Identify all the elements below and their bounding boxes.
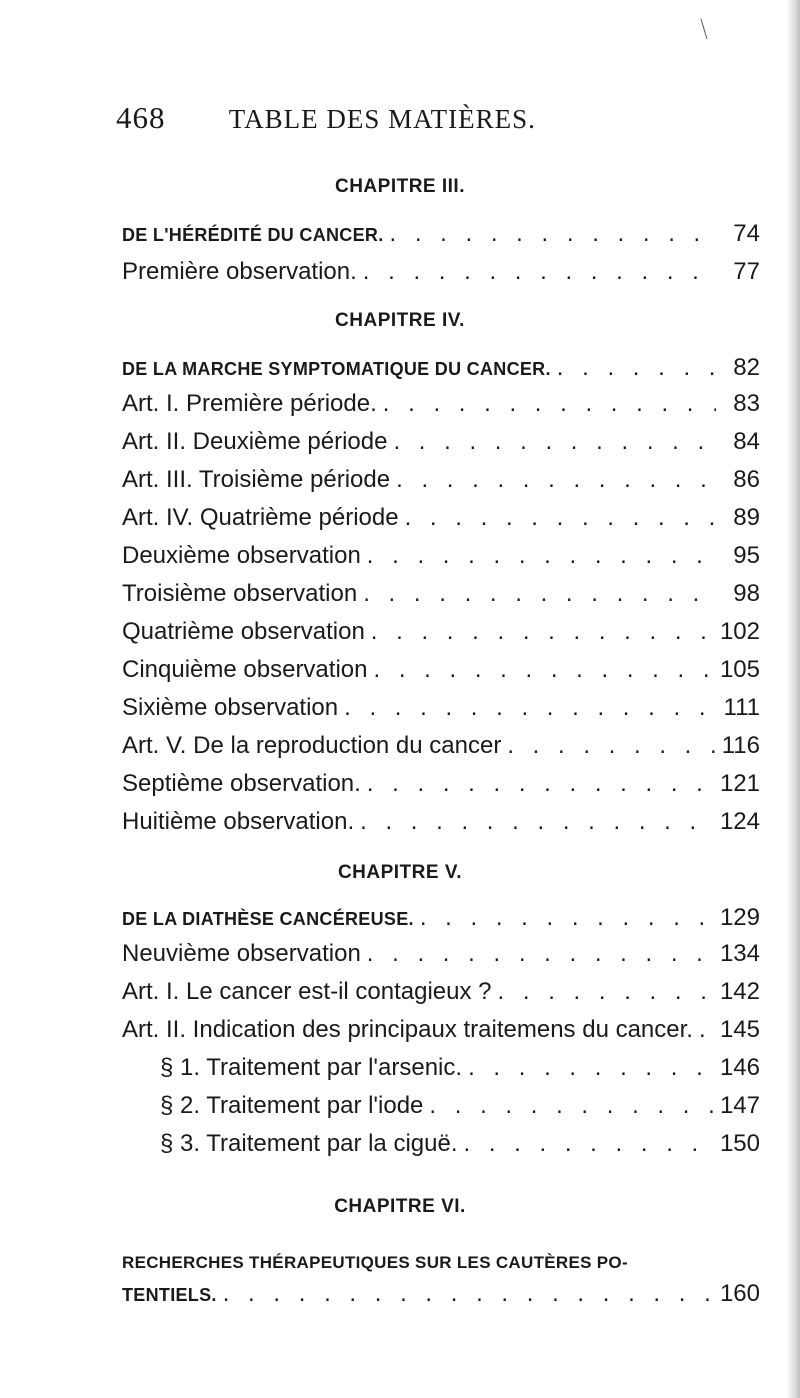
toc-entry-label: Troisième observation [122,580,358,607]
dot-leader [458,1130,716,1158]
dot-leader [361,542,716,570]
toc-entry [122,770,760,806]
chapter-heading: CHAPITRE IV. [335,310,465,331]
dot-leader [384,220,717,248]
toc-entry [122,904,760,940]
toc-entry-page: 111 [723,694,760,721]
dot-leader [357,258,716,286]
page-edge-shadow [786,0,800,1398]
toc-entry [122,1280,760,1316]
toc-entry [122,978,760,1014]
toc-entry [122,258,760,294]
toc-entry [122,732,760,768]
toc-entry-page: 83 [733,390,760,417]
dot-leader [361,940,716,968]
chapter-heading: CHAPITRE III. [334,176,465,197]
toc-entry-page: 160 [719,1280,760,1307]
toc-entry [122,656,760,692]
toc-entry [122,504,760,540]
toc-entry-page: 129 [719,904,760,931]
toc-entry-label: Art. IV. Quatrième période [122,504,399,531]
toc-entry-page: 84 [733,428,760,455]
toc-entry-label-line1: RECHERCHES THÉRAPEUTIQUES SUR LES CAUTÈRES PO- [122,1253,628,1272]
toc-entry [122,940,760,976]
toc-entry-page: 150 [719,1130,760,1157]
chapter-heading: CHAPITRE V. [337,862,463,883]
chapter-heading: CHAPITRE VI. [334,1196,466,1217]
toc-entry-label: DE LA DIATHÈSE CANCÉREUSE. [122,909,414,929]
toc-entry-page: 142 [719,978,760,1005]
toc-entry [122,580,760,616]
toc-entry-page: 98 [733,580,760,607]
dot-leader [387,428,716,456]
toc-entry-label: § 3. Traitement par la ciguë. [160,1130,458,1157]
dot-leader [357,580,716,608]
toc-entry-label: Art. III. Troisième période [122,466,391,493]
toc-entry-label: Art. I. Première période. [122,390,377,417]
dot-leader [399,504,716,532]
toc-entry-label: Quatrième observation [122,618,365,645]
toc-entry [122,428,760,464]
toc-entry [160,1092,760,1128]
dot-leader [338,694,716,722]
dot-leader [414,904,716,932]
running-title: TABLE DES MATIÈRES. [228,104,536,134]
dot-leader [423,1092,716,1120]
dot-leader [361,770,716,798]
toc-entry [122,390,760,426]
toc-entry-label: Art. II. Indication des principaux traitemens du cancer. [122,1016,693,1043]
toc-entry [122,618,760,654]
dot-leader [365,618,716,646]
toc-entry-label: DE LA MARCHE SYMPTOMATIQUE DU CANCER. [122,359,551,379]
toc-entry-label: DE L'HÉRÉDITÉ DU CANCER. [122,225,384,245]
toc-entry-page: 74 [733,220,760,247]
toc-entry-page: 105 [719,656,760,683]
toc-entry-label: Art. II. Deuxième période [122,428,388,455]
toc-entry-page: 89 [733,504,760,531]
toc-entry-label: Sixième observation [122,694,339,721]
toc-entry [160,1130,760,1166]
toc-entry-label: Neuvième observation [122,940,361,967]
running-header [116,100,536,136]
toc-entry [122,354,760,390]
toc-entry-label: Cinquième observation [122,656,368,683]
toc-entry-page: 86 [733,466,760,493]
dot-leader [217,1280,716,1308]
toc-entry [122,694,760,730]
toc-entry-page: 124 [719,808,760,835]
dot-leader [501,732,716,760]
dot-leader [492,978,716,1006]
toc-entry-label: Septième observation. [122,770,361,797]
toc-entry-page: 146 [719,1054,760,1081]
toc-entry-page: 147 [719,1092,760,1119]
toc-entry [122,1016,760,1052]
dot-leader [377,390,716,418]
dot-leader [462,1054,716,1082]
dot-leader [551,354,716,382]
ink-mark [700,18,708,40]
toc-entry-label: § 1. Traitement par l'arsenic. [160,1054,463,1081]
toc-entry-label: § 2. Traitement par l'iode [160,1092,424,1119]
toc-entry-label: Huitième observation. [122,808,355,835]
toc-entry [122,466,760,502]
toc-entry [160,1054,760,1090]
dot-leader [354,808,716,836]
toc-entry-page: 134 [719,940,760,967]
dot-leader [390,466,716,494]
toc-entry-page: 116 [721,732,760,759]
toc-entry-page: 82 [733,354,760,381]
toc-entry-label: Première observation. [122,258,357,285]
toc-entry-page: 121 [719,770,760,797]
toc-entry [122,220,760,256]
dot-leader [693,1016,716,1044]
toc-entry [122,542,760,578]
toc-entry-label: Art. V. De la reproduction du cancer [122,732,502,759]
toc-entry-page: 95 [733,542,760,569]
toc-entry-page: 102 [719,618,760,645]
dot-leader [367,656,715,684]
toc-entry [122,808,760,844]
toc-entry-label: Art. I. Le cancer est-il contagieux ? [122,978,492,1005]
toc-entry-page: 145 [719,1016,760,1043]
page-number: 468 [116,100,166,135]
toc-entry-label: Deuxième observation [122,542,361,569]
toc-entry-label: TENTIELS. [122,1285,217,1305]
toc-entry-page: 77 [733,258,760,285]
